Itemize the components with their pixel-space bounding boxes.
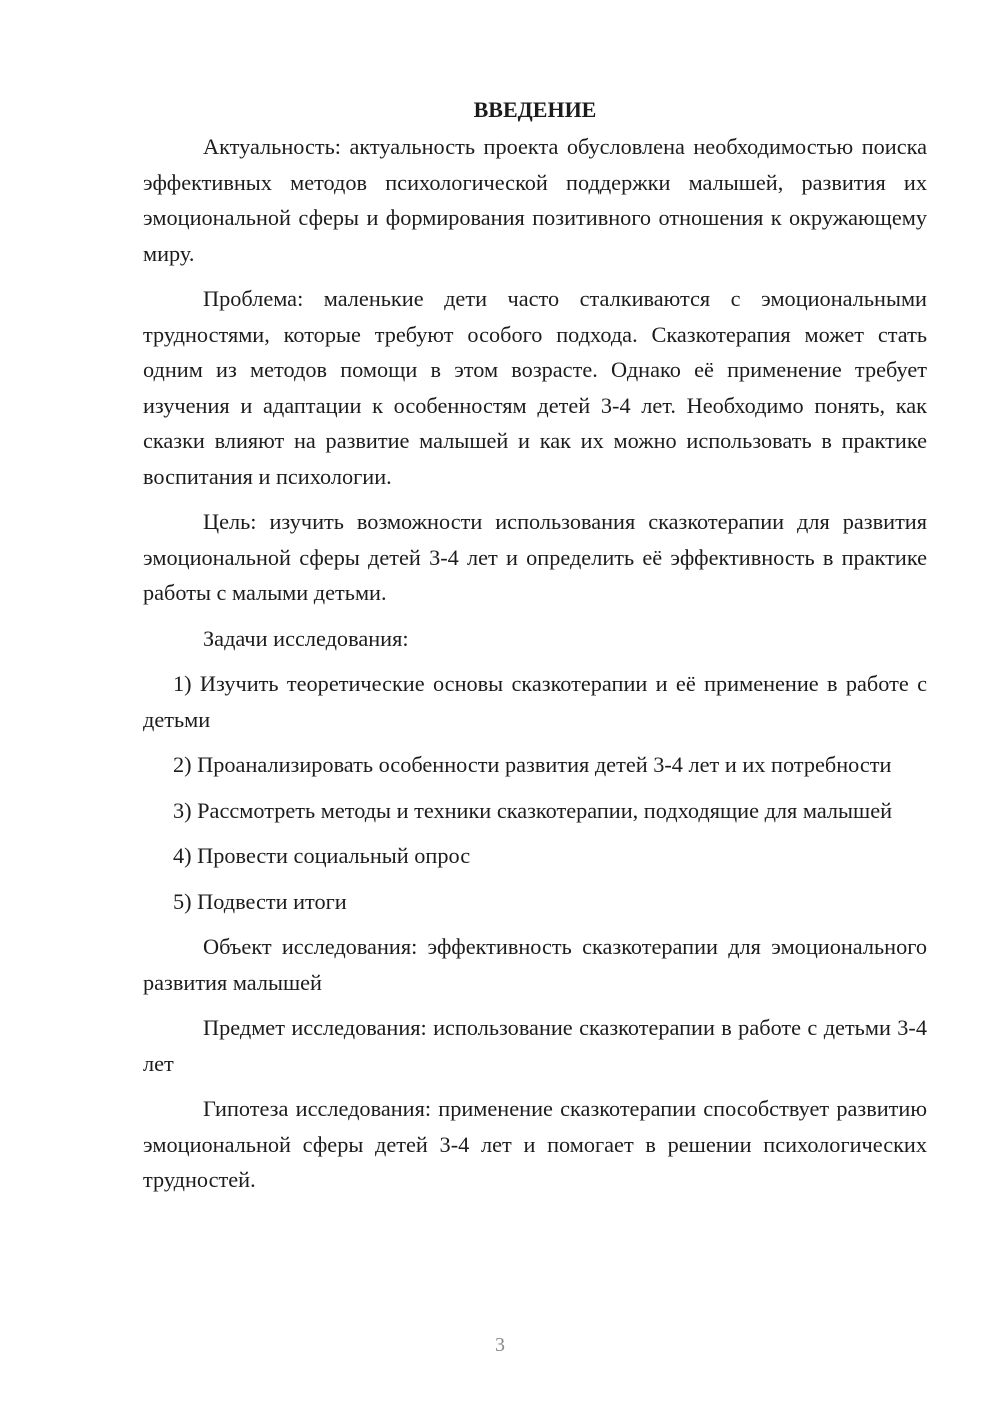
paragraph-relevance: Актуальность: актуальность проекта обусловлена необходимостью поиска эффективных методов психологической поддержки малышей, развития их эмоциональной сферы и формирования позитивного отношения к окружающему миру.: [143, 134, 927, 266]
paragraph-goal: Цель: изучить возможности использования сказкотерапии для развития эмоциональной сферы детей 3-4 лет и определить её эффективность в практике работы с малыми детьми.: [143, 509, 927, 605]
task-list-item: 4) Провести социальный опрос: [173, 843, 471, 868]
paragraph-tasks-title: Задачи исследования:: [203, 625, 409, 651]
section-heading: ВВЕДЕНИЕ: [473, 97, 597, 122]
task-list-item: 2) Проанализировать особенности развития детей 3-4 лет и их потребности: [173, 752, 892, 777]
paragraph-subject: Предмет исследования: использование сказкотерапии в работе с детьми 3-4 лет: [143, 1015, 927, 1076]
task-list-item: 1) Изучить теоретические основы сказкотерапии и её применение в работе с детьми: [143, 671, 927, 732]
document-page: [143, 95, 927, 1208]
task-list-item: 5) Подвести итоги: [173, 888, 347, 914]
task-list-item: 3) Рассмотреть методы и техники сказкотерапии, подходящие для малышей: [173, 797, 893, 823]
page-number: 3: [495, 1334, 505, 1356]
paragraph-problem: Проблема: маленькие дети часто сталкиваются с эмоциональными трудностями, которые требуют особого подхода. Сказкотерапия может стать одним из методов помощи в этом возрасте. Однако её применение требует изучения и адаптации к особенностям детей 3-4 лет. Необходимо понять, как сказки влияют на развитие малышей и как их можно использовать в практике воспитания и психологии.: [143, 286, 927, 489]
paragraph-hypothesis: Гипотеза исследования: применение сказкотерапии способствует развитию эмоциональной сферы детей 3-4 лет и помогает в решении психологических трудностей.: [143, 1096, 927, 1192]
paragraph-object: Объект исследования: эффективность сказкотерапии для эмоционального развития малышей: [143, 934, 927, 995]
